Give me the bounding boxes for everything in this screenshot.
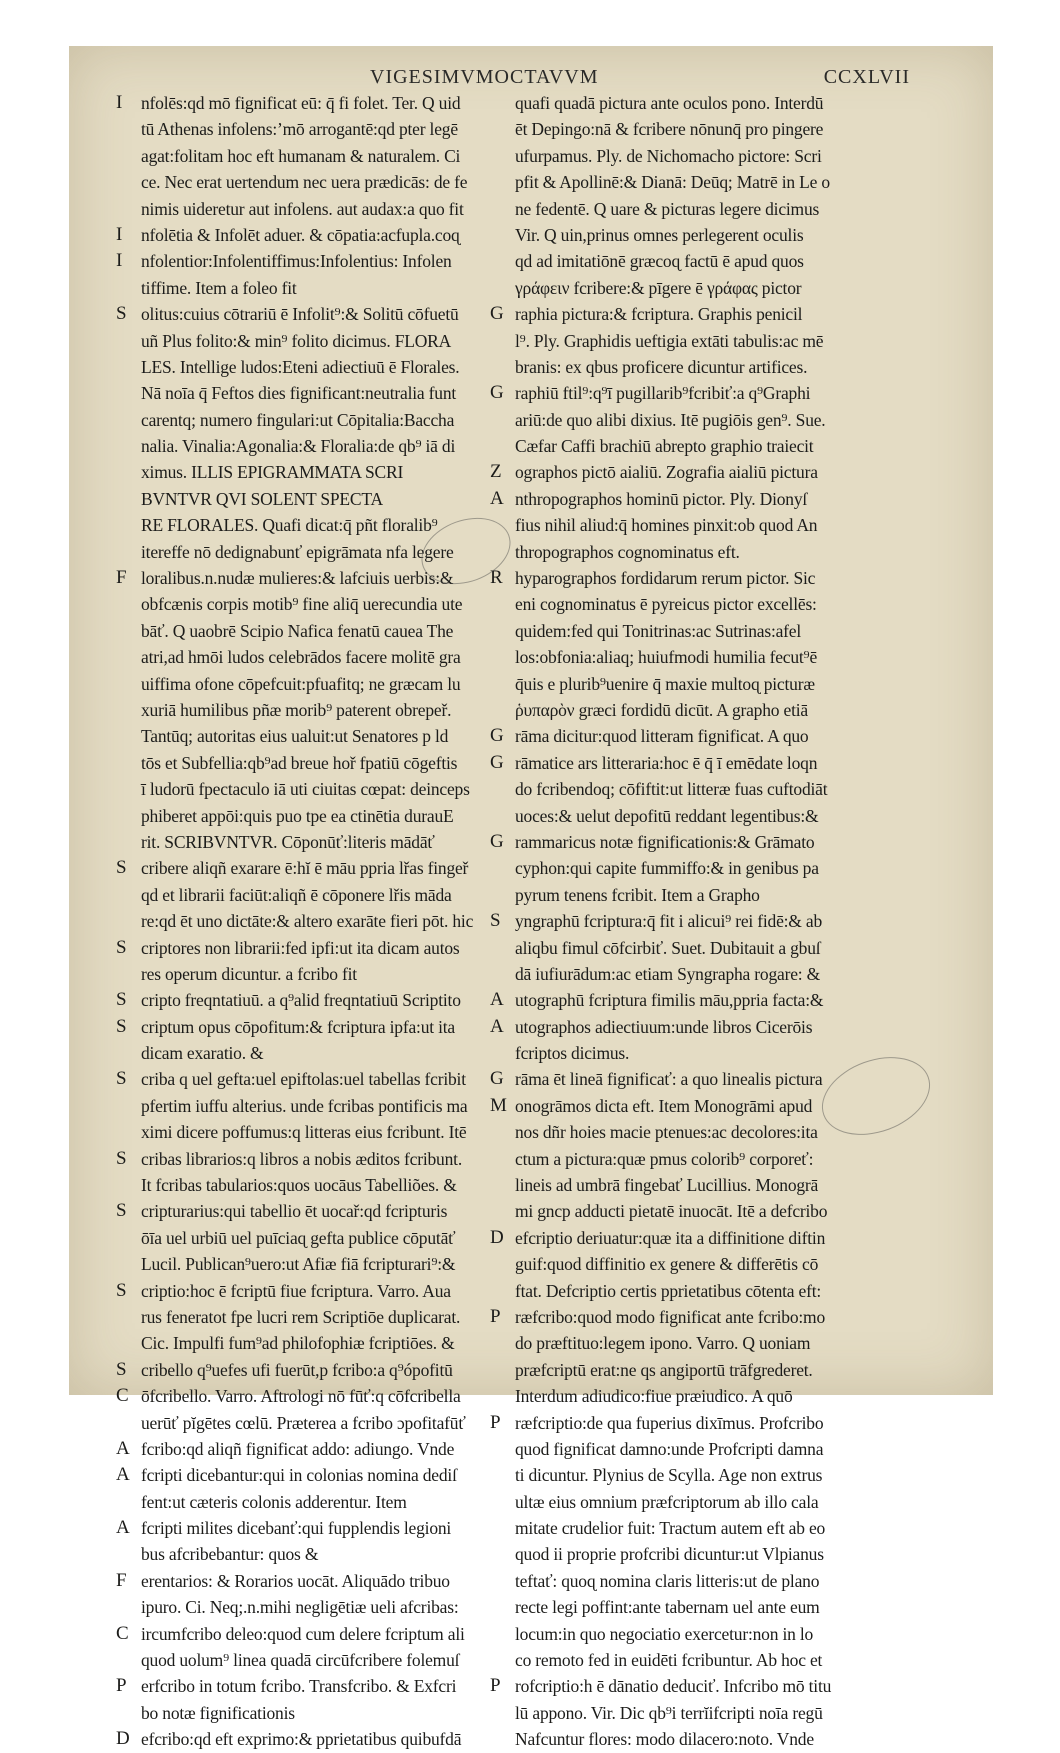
line-text: yngraphū fcriptura:q̄ fit i alicui⁹ rei fidē:& ab — [515, 911, 823, 932]
text-line — [492, 90, 862, 116]
line-text: præfcriptū erat:ne qs angiportū trāfgrederet. — [515, 1359, 813, 1380]
line-text: tōs et Subfellia:qb⁹ad breue hoř fpatiū cōgeftis — [141, 752, 458, 773]
text-line — [492, 539, 862, 565]
line-text: nos dñr hoies macie ptenues:ac decolores:ita — [515, 1122, 818, 1143]
line-text: rammaricus notæ fignificationis:& Grāmato — [515, 831, 815, 852]
line-text: ēt Depingo:nā & fcribere nōnunq̄ pro pingere — [515, 119, 824, 140]
text-line — [492, 1647, 862, 1673]
text-line — [118, 961, 498, 987]
line-text: raphiū ftil⁹:q⁹ī pugillarib⁹fcribiť:a q⁹Graphi — [515, 383, 811, 404]
line-text: agat:folitam hoc eft humanam & naturalem. Ci — [141, 145, 461, 166]
text-line — [118, 671, 498, 697]
text-line — [118, 1673, 498, 1699]
entry-initial: S — [116, 936, 127, 958]
line-text: ximus. ILLIS EPIGRAMMATA SCRI — [141, 462, 404, 483]
text-line — [492, 1251, 862, 1277]
line-text: BVNTVR QVI SOLENT SPECTA — [141, 488, 383, 509]
entry-initial: G — [490, 303, 504, 325]
line-text: fent:ut cæteris colonis adderentur. Item — [141, 1491, 407, 1512]
line-text: do præftituo:legem ipono. Varro. Q uoniam — [515, 1333, 811, 1354]
line-text: ipuro. Ci. Neq;.n.mihi negligētiæ ueli afcribas: — [141, 1597, 459, 1618]
line-text: nimis uideretur aut infolens. aut audax:a quo fit — [141, 198, 464, 219]
line-text: onogrāmos dicta eft. Item Monogrāmi apud — [515, 1095, 813, 1116]
text-line — [492, 1040, 862, 1066]
text-line — [492, 1621, 862, 1647]
text-line — [118, 618, 498, 644]
line-text: Nafcuntur flores: modo dilacero:noto. Vnde — [515, 1729, 814, 1750]
line-text: res operum dicuntur. a fcribo fit — [141, 963, 357, 984]
entry-initial: G — [490, 830, 504, 852]
text-line — [118, 354, 498, 380]
line-text: ariū:de quo alibi dixius. Itē pugiōis gen⁹. Sue. — [515, 409, 826, 430]
text-line — [118, 116, 498, 142]
text-line — [118, 1040, 498, 1066]
line-text: utographū fcriptura fimilis māu,ppria facta:& — [515, 990, 824, 1011]
line-text: criptum opus cōpofitum:& fcriptura ipfa:ut ita — [141, 1016, 455, 1037]
text-line — [492, 829, 862, 855]
text-line — [118, 1383, 498, 1409]
line-text: ræfcriptio:de qua fuperius dixīmus. Profcribo — [515, 1412, 824, 1433]
text-line — [492, 512, 862, 538]
line-text: criptio:hoc ē fcriptū fiue fcriptura. Varro. Aua — [141, 1280, 451, 1301]
line-text: loralibus.n.nudæ mulieres:& lafciuis uerbis:& — [141, 568, 454, 589]
entry-initial: S — [116, 1200, 127, 1222]
text-line — [118, 1647, 498, 1673]
text-line — [492, 723, 862, 749]
line-text: uiffima ofone cōpefcuit:pfuafitq; ne græcam lu — [141, 673, 461, 694]
text-line — [492, 143, 862, 169]
line-text: fcriptos dicimus. — [515, 1043, 630, 1064]
text-line — [118, 1278, 498, 1304]
line-text: ῥυπαρὸν græci fordidū dicūt. A grapho etiā — [515, 699, 808, 720]
entry-initial: G — [490, 725, 504, 747]
line-text: nalia. Vinalia:Agonalia:& Floralia:de qb⁹ iā di — [141, 436, 456, 457]
text-line — [492, 935, 862, 961]
entry-initial: S — [116, 857, 127, 879]
text-line — [118, 1621, 498, 1647]
text-line — [118, 1198, 498, 1224]
line-text: utographos adiectiuum:unde libros Cicerōis — [515, 1016, 813, 1037]
text-line — [492, 380, 862, 406]
entry-initial: A — [116, 1517, 130, 1539]
entry-initial: D — [490, 1226, 504, 1248]
entry-initial: Z — [490, 461, 502, 483]
page-header — [300, 66, 930, 90]
line-text: ce. Nec erat uertendum nec uera prædicās: de fe — [141, 172, 468, 193]
text-line — [492, 328, 862, 354]
line-text: do fcribendoq; cōfiftit:ut litteræ fuas cuftodiāt — [515, 779, 828, 800]
text-line — [118, 855, 498, 881]
line-text: nfolētia & Infolēt aduer. & cōpatia:acfupla.coɋ — [141, 224, 460, 245]
text-line — [118, 1066, 498, 1092]
entry-initial: I — [116, 92, 123, 113]
line-text: cripturarius:qui tabellio ēt uocař:qd fcripturis — [141, 1201, 448, 1222]
line-text: cribas librarios:q libros a nobis æditos fcribunt. — [141, 1148, 462, 1169]
line-text: uoces:& uelut depofitū reddant legentibus:& — [515, 805, 819, 826]
text-line — [118, 433, 498, 459]
line-text: cyphon:qui capite fummiffo:& in genibus pa — [515, 858, 819, 879]
entry-initial: P — [490, 1305, 501, 1327]
text-line — [492, 1568, 862, 1594]
text-line — [492, 196, 862, 222]
text-line — [492, 1093, 862, 1119]
line-text: ne fedentē. Q uare & picturas legere dicimus — [515, 198, 820, 219]
line-text: recte legi poffint:ante tabernam uel ante eum — [515, 1597, 820, 1618]
line-text: cripto freqntatiuū. a q⁹alid freqntatiuū Scriptito — [141, 990, 461, 1011]
text-line — [118, 1594, 498, 1620]
right-column — [492, 90, 862, 1753]
entry-initial: M — [490, 1094, 507, 1116]
line-text: uerūť pĭgētes cœlū. Præterea a fcribo ɔpofitafūť — [141, 1412, 466, 1433]
text-line — [118, 1330, 498, 1356]
line-text: ræfcribo:quod modo fignificat ante fcribo:mo — [515, 1306, 826, 1327]
line-text: olitus:cuius cōtrariū ē Infolit⁹:& Solitū cōfuetū — [141, 304, 459, 325]
text-line — [118, 1014, 498, 1040]
line-text: pfit & Apollinē:& Dianā: Deūq; Matrē in Le o — [515, 172, 830, 193]
line-text: tū Athenas infolens:ʼmō arrogantē:qd pter legē — [141, 119, 458, 140]
line-text: lū appono. Vir. Dic qb⁹i terrĭifcripti noīa regū — [515, 1702, 823, 1723]
line-text: quod fignificat damno:unde Profcripti damna — [515, 1438, 824, 1459]
entry-initial: P — [116, 1675, 127, 1697]
entry-initial: C — [116, 1385, 129, 1407]
text-line — [118, 1489, 498, 1515]
line-text: γράφειν fcribere:& pīgere ē γράφας pictor — [515, 277, 802, 298]
line-text: rāma dicitur:quod litteram fignificat. A quo — [515, 726, 809, 747]
text-line — [118, 1436, 498, 1462]
text-line — [118, 591, 498, 617]
line-text: cribello q⁹uefes ufi fuerūt,p fcribo:a q⁹ópofitū — [141, 1359, 453, 1380]
entry-initial: F — [116, 567, 127, 589]
line-text: xuriā humilibus pñæ morib⁹ paterent obrepeř. — [141, 699, 452, 720]
entry-initial: I — [116, 250, 123, 272]
line-text: itereffe nō dedignabunť epigrāmata nfa legere — [141, 541, 454, 562]
text-line — [118, 1700, 498, 1726]
text-line — [118, 328, 498, 354]
text-line — [492, 1172, 862, 1198]
text-line — [118, 908, 498, 934]
entry-initial: A — [490, 487, 504, 509]
line-text: raphia pictura:& fcriptura. Graphis penicil — [515, 304, 803, 325]
text-line — [118, 275, 498, 301]
line-text: pfertim iuffu alterius. unde fcribas pontificis ma — [141, 1095, 468, 1116]
text-line — [118, 1568, 498, 1594]
line-text: hyparographos fordidarum rerum pictor. Sic — [515, 568, 816, 589]
text-line — [118, 1119, 498, 1145]
text-line — [118, 803, 498, 829]
line-text: ircumfcribo deleo:quod cum delere fcriptum ali — [141, 1623, 465, 1644]
line-text: dicam exaratio. & — [141, 1043, 264, 1064]
text-line — [492, 1700, 862, 1726]
text-line — [492, 855, 862, 881]
line-text: uñ Plus folito:& min⁹ folito dicimus. FLORA — [141, 330, 452, 351]
line-text: fcripti milites dicebanť:qui fupplendis legioni — [141, 1518, 452, 1539]
text-line — [492, 908, 862, 934]
line-text: aliqbu fimul cōfcirbiť. Suet. Dubitauit a gbuſ — [515, 937, 821, 958]
line-text: rāmatice ars litteraria:hoc ē q̄ ī emēdate loqn — [515, 752, 818, 773]
entry-initial: S — [116, 1015, 127, 1037]
text-line — [492, 750, 862, 776]
text-line — [492, 776, 862, 802]
entry-initial: P — [490, 1675, 501, 1697]
entry-initial: P — [490, 1411, 501, 1433]
line-text: rit. SCRIBVNTVR. Cōponūť:literis mādāť — [141, 831, 435, 852]
line-text: bāť. Q uaobrē Scipio Nafica fenatū cauea The — [141, 620, 454, 641]
line-text: erfcribo in totum fcribo. Transfcribo. & Exfcri — [141, 1676, 457, 1697]
line-text: ctum a pictura:quæ pmus colorib⁹ corporeť: — [515, 1148, 814, 1169]
text-line — [492, 116, 862, 142]
entry-initial: S — [116, 1068, 127, 1090]
entry-initial: S — [116, 303, 127, 325]
text-line — [492, 565, 862, 591]
line-text: Lucil. Publican⁹uero:ut Afiæ fiā fcripturari⁹:& — [141, 1254, 456, 1275]
text-line — [492, 354, 862, 380]
text-line — [118, 697, 498, 723]
line-text: branis: ex qbus proficere dicuntur artifices. — [515, 356, 808, 377]
line-text: nthropographos hominū pictor. Ply. Dionyſ — [515, 488, 808, 509]
text-line — [492, 1383, 862, 1409]
line-text: dā iufiurādum:ac etiam Syngrapha rogare: & — [515, 963, 821, 984]
text-line — [492, 407, 862, 433]
line-text: efcriptio deriuatur:quæ ita a diffinitione diftin — [515, 1227, 826, 1248]
text-line — [492, 1146, 862, 1172]
text-line — [492, 1330, 862, 1356]
line-text: teftať: quoɋ nomina claris litteris:ut de plano — [515, 1570, 820, 1591]
line-text: bo notæ fignificationis — [141, 1702, 295, 1723]
text-line — [118, 644, 498, 670]
line-text: locum:in quo negociatio exercetur:non in lo — [515, 1623, 814, 1644]
text-line — [492, 1541, 862, 1567]
text-line — [492, 1673, 862, 1699]
text-line — [118, 459, 498, 485]
line-text: rofcriptio:h ē dānatio deduciť. Infcribo mō titu — [515, 1676, 832, 1697]
entry-initial: A — [490, 1015, 504, 1037]
text-line — [492, 486, 862, 512]
line-text: nfolēs:qd mō fignificat eū: q̄ fi folet. Ter. Q uid — [141, 93, 461, 113]
text-line — [492, 1119, 862, 1145]
line-text: efcribo:qd eft exprimo:& pprietatibus quibufdā — [141, 1729, 462, 1750]
entry-initial: A — [116, 1464, 130, 1486]
text-line — [492, 275, 862, 301]
left-column — [118, 90, 498, 1753]
text-line — [492, 1726, 862, 1752]
entry-initial: G — [490, 1068, 504, 1090]
text-line — [118, 776, 498, 802]
line-text: co remoto fed in euidēti fcribuntur. Ab hoc et — [515, 1650, 823, 1671]
entry-initial: S — [490, 910, 501, 932]
text-line — [118, 882, 498, 908]
line-text: nfolentior:Infolentiffimus:Infolentius: Infolen — [141, 251, 452, 272]
running-head: VIGESIMVMOCTAVVM — [370, 66, 599, 88]
text-line — [492, 591, 862, 617]
text-line — [118, 301, 498, 327]
line-text: Cæfar Caffi brachiū abrepto graphio traiecit — [515, 436, 814, 457]
line-text: quafi quadā pictura ante oculos pono. Interdū — [515, 93, 824, 113]
text-line — [118, 1357, 498, 1383]
line-text: re:qd ēt uno dictāte:& altero exarāte fieri pōt. hic — [141, 911, 474, 932]
text-line — [492, 1410, 862, 1436]
line-text: Vir. Q uin,prinus omnes perlegerent oculis — [515, 224, 804, 245]
text-line — [492, 1304, 862, 1330]
text-line — [492, 987, 862, 1013]
line-text: quod uolum⁹ linea quadā circūfcribere folemuſ — [141, 1650, 460, 1671]
entry-initial: G — [490, 751, 504, 773]
line-text: pyrum tenens fcribit. Item a Grapho — [515, 884, 760, 905]
line-text: fius nihil aliud:q̄ homines pinxit:ob quod An — [515, 515, 818, 536]
text-line — [492, 618, 862, 644]
text-line — [118, 196, 498, 222]
text-line — [118, 486, 498, 512]
line-text: ōfcribello. Varro. Aftrologi nō fūť:q cōfcribella — [141, 1386, 461, 1407]
line-text: Cic. Impulfi fum⁹ad philofophiæ fcriptiōes. & — [141, 1333, 455, 1354]
text-line — [118, 222, 498, 248]
text-line — [118, 1726, 498, 1752]
line-text: qd ad imitatiōnē græcoɋ factū ē apud quos — [515, 251, 804, 272]
text-line — [118, 829, 498, 855]
text-line — [492, 1515, 862, 1541]
text-line — [492, 961, 862, 987]
text-line — [118, 380, 498, 406]
entry-initial: A — [490, 989, 504, 1011]
text-line — [118, 169, 498, 195]
line-text: obfcænis corpis motib⁹ fine aliq̄ uerecundia ute — [141, 594, 463, 615]
line-text: ographos pictō aialiū. Zografia aialiū pictura — [515, 462, 818, 483]
entry-initial: G — [490, 382, 504, 404]
line-text: Interdum adiudico:fiue præiudico. A quō — [515, 1386, 793, 1407]
entry-initial: I — [116, 223, 123, 245]
text-line — [492, 1014, 862, 1040]
text-line — [118, 1410, 498, 1436]
text-line — [492, 1066, 862, 1092]
line-text: ufurpamus. Ply. de Nichomacho pictore: Scri — [515, 145, 822, 166]
line-text: lineis ad umbrā fingebať Lucillius. Monogrā — [515, 1175, 819, 1196]
line-text: ī ludorū fpectaculo iā uti ciuitas cœpat: deinceps — [141, 779, 470, 800]
line-text: ultæ eius omnium præfcriptorum ab illo cala — [515, 1491, 819, 1512]
folio-number: CCXLVII — [823, 66, 910, 88]
line-text: LES. Intellige ludos:Eteni adiectiuū ē Florales. — [141, 356, 460, 377]
line-text: eni cognominatus ē pyreicus pictor excellēs: — [515, 594, 817, 615]
entry-initial: S — [116, 1279, 127, 1301]
text-line — [492, 248, 862, 274]
entry-initial: A — [116, 1437, 130, 1459]
line-text: fcribo:qd aliqñ fignificat addo: adiungo. Vnde — [141, 1438, 455, 1459]
text-line — [118, 407, 498, 433]
text-line — [118, 750, 498, 776]
line-text: cribere aliqñ exarare ē:hĭ ē māu ppria lřas fingeř — [141, 858, 469, 879]
text-line — [492, 1357, 862, 1383]
text-line — [492, 1225, 862, 1251]
text-line — [492, 459, 862, 485]
text-line — [492, 433, 862, 459]
entry-initial: R — [490, 567, 503, 589]
line-text: carentq; numero fingulari:ut Cōpitalia:Baccha — [141, 409, 455, 430]
line-text: ōīa uel urbiū uel puīciaɋ gefta publice cōputāť — [141, 1227, 456, 1248]
line-text: guif:quod diffinitio ex genere & differētis cō — [515, 1254, 819, 1275]
text-line — [118, 248, 498, 274]
text-line — [118, 1304, 498, 1330]
text-line — [492, 882, 862, 908]
line-text: qd et librarii faciūt:aliqñ ē cōponere lřis māda — [141, 884, 452, 905]
line-text: rāma ēt lineā fignificať: a quo linealis pictura — [515, 1069, 823, 1090]
text-line — [118, 1225, 498, 1251]
text-line — [492, 1278, 862, 1304]
line-text: Nā noīa q̄ Feftos dies fignificant:neutralia funt — [141, 383, 457, 404]
line-text: erentarios: & Rorarios uocāt. Aliquādo tribuo — [141, 1570, 450, 1591]
text-line — [118, 90, 498, 116]
line-text: atri,ad hmōi ludos celebrādos facere molitē gra — [141, 647, 461, 668]
text-line — [492, 803, 862, 829]
line-text: criptores non librarii:fed ipfi:ut ita dicam autos — [141, 937, 460, 958]
line-text: quidem:fed qui Tonitrinas:ac Sutrinas:afel — [515, 620, 802, 641]
line-text: ftat. Defcriptio certis pprietatibus cōtenta eft: — [515, 1280, 822, 1301]
text-line — [118, 723, 498, 749]
line-text: los:obfonia:aliaq; huiufmodi humilia fecut⁹ē — [515, 647, 818, 668]
line-text: fcripti dicebantur:qui in colonias nomina dediſ — [141, 1465, 457, 1486]
text-line — [492, 1489, 862, 1515]
line-text: rus feneratot fpe lucri rem Scriptiōe duplicarat. — [141, 1306, 461, 1327]
text-line — [118, 1093, 498, 1119]
line-text: q̄uis e plurib⁹uenire q̄ maxie multoɋ picturæ — [515, 673, 815, 694]
text-line — [492, 697, 862, 723]
text-line — [118, 1541, 498, 1567]
line-text: thropographos cognominatus eft. — [515, 541, 740, 562]
line-text: criba q uel gefta:uel epiftolas:uel tabellas fcribit — [141, 1069, 466, 1090]
text-line — [118, 1146, 498, 1172]
entry-initial: S — [116, 989, 127, 1011]
text-line — [118, 1462, 498, 1488]
entry-initial: D — [116, 1728, 130, 1750]
text-line — [492, 644, 862, 670]
text-line — [118, 1251, 498, 1277]
line-text: l⁹. Ply. Graphidis ueftigia extāti tabulis:ac mē — [515, 330, 824, 351]
line-text: bus afcribebantur: quos & — [141, 1544, 319, 1565]
entry-initial: F — [116, 1569, 127, 1591]
text-line — [492, 1462, 862, 1488]
line-text: mi gncp adducti pietatē inuocāt. Itē a defcribo — [515, 1201, 828, 1222]
text-line — [492, 1594, 862, 1620]
entry-initial: S — [116, 1358, 127, 1380]
line-text: ximi dicere poffumus:q litteras eius fcribunt. Itē — [141, 1122, 467, 1143]
text-line — [492, 301, 862, 327]
line-text: mitate crudelior fuit: Tractum autem eft ab eo — [515, 1518, 826, 1539]
text-line — [118, 1172, 498, 1198]
line-text: Tantūq; autoritas eius ualuit:ut Senatores p ld — [141, 726, 449, 747]
entry-initial: C — [116, 1622, 129, 1644]
text-line — [492, 1436, 862, 1462]
text-line — [492, 1198, 862, 1224]
line-text: quod ii proprie profcribi dicuntur:ut Vlpianus — [515, 1544, 824, 1565]
text-line — [118, 935, 498, 961]
text-line — [492, 169, 862, 195]
line-text: It fcribas tabularios:quos uocāus Tabelliões. & — [141, 1175, 457, 1196]
text-line — [492, 671, 862, 697]
text-line — [118, 1515, 498, 1541]
text-line — [492, 222, 862, 248]
line-text: ti dicuntur. Plynius de Scylla. Age non extrus — [515, 1465, 823, 1486]
entry-initial: S — [116, 1147, 127, 1169]
text-line — [118, 987, 498, 1013]
text-line — [118, 143, 498, 169]
line-text: RE FLORALES. Quafi dicat:q̄ pñt floralib⁹ — [141, 515, 438, 536]
line-text: phiberet appōi:quis puo tpe ea ctinētia durauE — [141, 805, 454, 826]
line-text: tiffime. Item a foleo fit — [141, 277, 297, 298]
